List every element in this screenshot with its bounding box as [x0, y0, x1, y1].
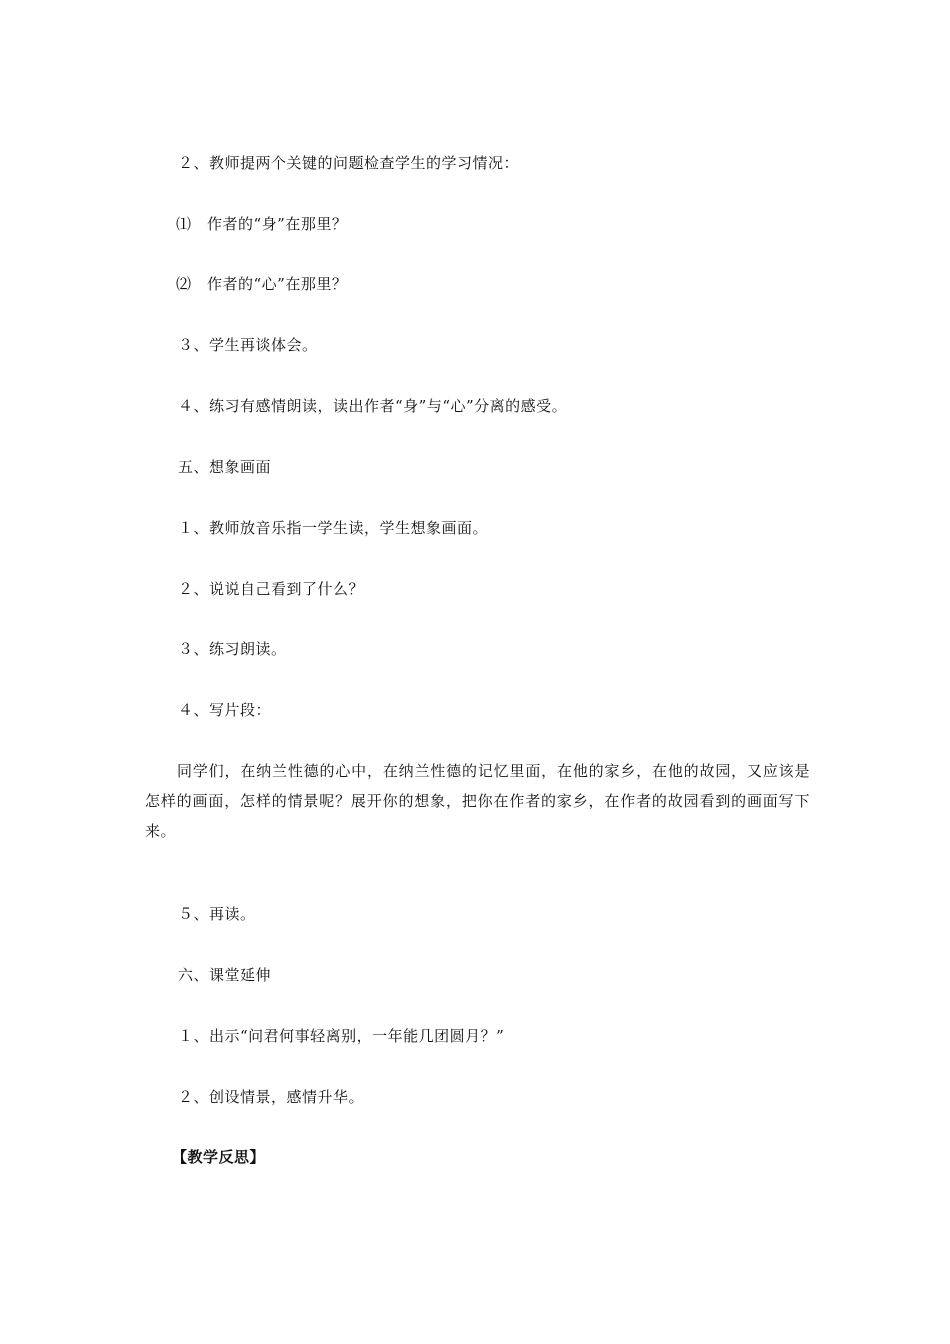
- writing-prompt-paragraph: 同学们，在纳兰性德的心中，在纳兰性德的记忆里面，在他的家乡，在他的故园，又应该是怎样的画面，怎样的情景呢？展开你的想象，把你在作者的家乡，在作者的故园看到的画面写下来。: [145, 762, 810, 840]
- section-6-step-2: ２、创设情景，感情升华。: [178, 1088, 365, 1106]
- question-2: ⑵ 作者的“心”在那里？: [176, 275, 348, 293]
- section-5-step-1: １、教师放音乐指一学生读，学生想象画面。: [178, 519, 489, 537]
- question-1: ⑴ 作者的“身”在那里？: [176, 215, 348, 233]
- step-2-teacher-questions: ２、教师提两个关键的问题检查学生的学习情况：: [178, 154, 520, 172]
- section-5-step-4: ４、写片段：: [178, 701, 272, 719]
- section-5-step-3: ３、练习朗读。: [178, 640, 287, 658]
- step-3-discuss: ３、学生再谈体会。: [178, 336, 318, 354]
- section-5-step-2: ２、说说自己看到了什么？: [178, 580, 365, 598]
- section-6-heading: 六、课堂延伸: [178, 966, 272, 984]
- teaching-reflection-heading: 【教学反思】: [172, 1148, 266, 1166]
- section-6-step-1: １、出示“问君何事轻离别，一年能几团圆月？”: [178, 1027, 505, 1045]
- step-4-read-aloud: ４、练习有感情朗读，读出作者“身”与“心”分离的感受。: [178, 397, 568, 415]
- section-5-step-5: ５、再读。: [178, 905, 256, 923]
- section-5-heading: 五、想象画面: [178, 458, 272, 476]
